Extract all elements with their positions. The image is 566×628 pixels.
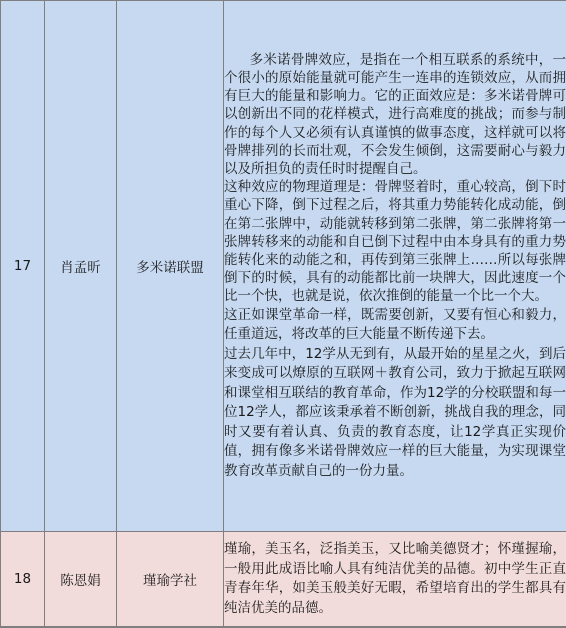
table-row	[1, 532, 566, 627]
description-cell[interactable]	[224, 532, 566, 627]
description-paragraph: 瑾瑜，美玉名，泛指美玉，又比喻美德贤才；怀瑾握瑜，一般用此成语比喻人具有纯洁优美的品德。初中学生正直青春年华，如美玉般美好无暇，希望培育出的学生都具有纯洁优美的品德。	[224, 541, 566, 616]
alliance-name-cell[interactable]: 多米诺联盟	[117, 1, 224, 532]
description-paragraph: 过去几年中，12学从无到有，从最开始的星星之火，到后来变成可以燎原的互联网＋教育公司，致力于掀起互联网和课堂相互联结的教育革命，作为12学的分校联盟和每一位12学人，都应该秉承着不断创新，挑战自我的理念，同时又要有着认真、负责的教育态度，让12学真正实现价值，拥有像多米诺骨牌效应一样的巨大能量，为实现课堂教育改革贡献自己的一份力量。	[224, 345, 566, 479]
alliance-name-cell[interactable]: 瑾瑜学社	[117, 532, 224, 627]
author-name-cell[interactable]: 陈恩娟	[45, 532, 117, 627]
description-paragraph: 这正如课堂革命一样，既需要创新，又要有恒心和毅力，任重道远，将改革的巨大能量不断传递下去。	[224, 306, 566, 343]
table-row	[1, 1, 566, 532]
description-paragraph: 这种效应的物理道理是：骨牌竖着时，重心较高，倒下时重心下降，倒下过程之后，将其重力势能转化成动能，倒在第二张牌中，动能就转移到第二张牌，第二张牌将第一张牌转移来的动能和自已倒下过程中由本身具有的重力势能转化来的动能之和，再传到第三张牌上……所以每张牌倒下的时候，具有的动能都比前一块牌大，因此速度一个比一个快，也就是说，依次推倒的能量一个比一个大。	[224, 179, 566, 305]
description-paragraph: 多米诺骨牌效应，是指在一个相互联系的系统中，一个很小的原始能量就可能产生一连串的连锁效应，从而拥有巨大的能量和影响力。它的正面效应是：多米诺骨牌可以创新出不同的花样模式，进行高难度的挑战；而参与制作的每个人又必须有认真谨慎的做事态度，这样就可以将骨牌排列的长而壮观，不会发生倾倒，这需要耐心与毅力以及所担负的责任时时提醒自己。	[224, 51, 566, 178]
description-cell[interactable]	[224, 1, 566, 532]
row-number-cell[interactable]: 17	[1, 1, 45, 532]
author-name-cell[interactable]: 肖孟昕	[45, 1, 117, 532]
row-number-cell[interactable]: 18	[1, 532, 45, 627]
